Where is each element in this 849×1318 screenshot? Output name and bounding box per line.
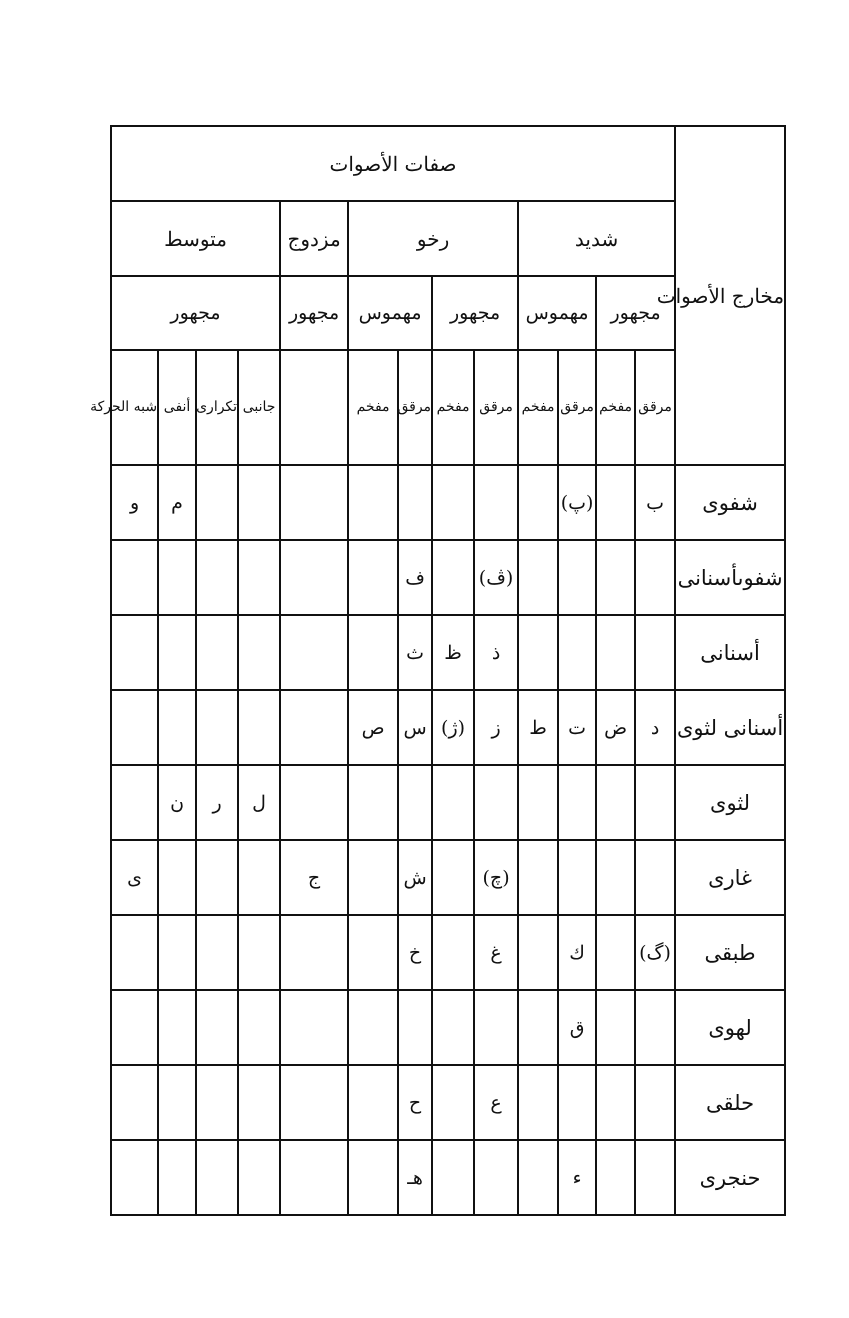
sound-cell <box>196 1065 238 1140</box>
sound-cell <box>432 990 474 1065</box>
sound-cell: ك <box>558 915 596 990</box>
table-row <box>111 615 785 690</box>
sound-cell <box>348 1140 398 1215</box>
sound-cell <box>196 465 238 540</box>
sound-cell: ى <box>111 840 158 915</box>
sound-cell <box>238 540 280 615</box>
header-muzdawij: مزدوج <box>280 201 348 276</box>
sound-cell <box>432 1140 474 1215</box>
sound-cell: س <box>398 690 432 765</box>
sound-cell: ع <box>474 1065 518 1140</box>
sound-cell: ن <box>158 765 196 840</box>
sound-cell <box>596 990 635 1065</box>
header-semivowel: شبه الحركة <box>111 350 158 465</box>
sound-cell <box>518 1065 558 1140</box>
sound-cell: ف <box>398 540 432 615</box>
sound-cell <box>518 1140 558 1215</box>
header-voiced: مجهور <box>280 276 348 350</box>
header-voiced: مجهور <box>432 276 518 350</box>
sound-cell: غ <box>474 915 518 990</box>
sound-cell <box>596 915 635 990</box>
sound-cell: (گ) <box>635 915 675 990</box>
sound-cell <box>596 465 635 540</box>
articulation-place: لثوى <box>675 765 785 840</box>
sound-cell <box>398 765 432 840</box>
sound-cell <box>474 465 518 540</box>
header-trill: تكرارى <box>196 350 238 465</box>
sound-cell <box>558 765 596 840</box>
makharij-header: مخارج الأصوات <box>656 283 785 308</box>
sound-cell <box>158 915 196 990</box>
sound-cell <box>280 990 348 1065</box>
sound-cell: ض <box>596 690 635 765</box>
sound-cell: ز <box>474 690 518 765</box>
sound-cell: ج <box>280 840 348 915</box>
sound-cell <box>111 690 158 765</box>
sound-cell <box>635 540 675 615</box>
sound-cell: ء <box>558 1140 596 1215</box>
table-body <box>111 465 785 1215</box>
articulation-place: أسنانى لثوى <box>675 690 785 765</box>
articulation-place: غارى <box>675 840 785 915</box>
sound-cell <box>596 1065 635 1140</box>
sound-cell: (ژ) <box>432 690 474 765</box>
sound-cell <box>158 615 196 690</box>
sound-cell <box>398 990 432 1065</box>
sound-cell <box>596 840 635 915</box>
table-row <box>111 990 785 1065</box>
sound-cell <box>635 615 675 690</box>
sound-cell <box>596 1140 635 1215</box>
header-mufakham: مفخم <box>432 350 474 465</box>
sound-cell <box>518 540 558 615</box>
sound-cell <box>280 615 348 690</box>
sound-cell <box>238 1065 280 1140</box>
articulation-place: شفوى <box>675 465 785 540</box>
sound-cell <box>596 615 635 690</box>
header-nasal: أنفى <box>158 350 196 465</box>
sound-cell <box>518 765 558 840</box>
phonetics-table <box>90 125 786 1216</box>
sound-cell: ص <box>348 690 398 765</box>
sound-cell: ظ <box>432 615 474 690</box>
header-lateral: جانبى <box>238 350 280 465</box>
sound-cell <box>558 1065 596 1140</box>
sound-cell: م <box>158 465 196 540</box>
header-muraqqaq: مرقق <box>558 350 596 465</box>
sound-cell: ذ <box>474 615 518 690</box>
sound-cell <box>111 540 158 615</box>
sound-cell <box>111 1140 158 1215</box>
sound-cell <box>635 1140 675 1215</box>
table-title-cell <box>111 126 675 201</box>
sound-cell <box>238 615 280 690</box>
table-row <box>111 915 785 990</box>
sound-cell <box>111 1065 158 1140</box>
articulation-place: حلقى <box>675 1065 785 1140</box>
sound-cell <box>280 1065 348 1140</box>
sound-cell <box>196 915 238 990</box>
sound-cell <box>196 840 238 915</box>
header-voiceless: مهموس <box>348 276 432 350</box>
sound-cell: (چ) <box>474 840 518 915</box>
header-mutawassit: متوسط <box>111 201 280 276</box>
sound-cell: د <box>635 690 675 765</box>
header-mufakham: مفخم <box>518 350 558 465</box>
table-row <box>111 1140 785 1215</box>
sound-cell <box>432 840 474 915</box>
sound-cell <box>158 1140 196 1215</box>
sound-cell <box>280 465 348 540</box>
table-row <box>111 1065 785 1140</box>
articulation-place: أسنانى <box>675 615 785 690</box>
sound-cell <box>280 915 348 990</box>
sound-cell <box>518 915 558 990</box>
sound-cell: ق <box>558 990 596 1065</box>
header-voiced: مجهور <box>596 276 675 350</box>
sound-cell <box>558 840 596 915</box>
sound-cell <box>635 1065 675 1140</box>
sound-cell: ب <box>635 465 675 540</box>
sound-cell <box>280 1140 348 1215</box>
sound-cell <box>348 765 398 840</box>
header-empty <box>280 350 348 465</box>
sound-cell <box>238 915 280 990</box>
sound-cell <box>238 465 280 540</box>
articulation-place: طبقى <box>675 915 785 990</box>
sound-cell <box>280 690 348 765</box>
sound-cell <box>280 540 348 615</box>
sound-cell: ث <box>398 615 432 690</box>
articulation-place: حنجرى <box>675 1140 785 1215</box>
sound-cell: ر <box>196 765 238 840</box>
sound-cell <box>596 540 635 615</box>
sound-cell <box>558 540 596 615</box>
sound-cell <box>196 1140 238 1215</box>
sound-cell <box>348 615 398 690</box>
sound-cell <box>196 990 238 1065</box>
articulation-place: شفوىأسنانى <box>675 540 785 615</box>
sound-cell <box>518 990 558 1065</box>
sound-cell <box>398 465 432 540</box>
sound-cell <box>196 615 238 690</box>
sound-cell <box>518 615 558 690</box>
sound-cell <box>635 990 675 1065</box>
sound-cell: ل <box>238 765 280 840</box>
sound-cell <box>158 1065 196 1140</box>
header-muraqqaq: مرقق <box>635 350 675 465</box>
sound-cell: هـ <box>398 1140 432 1215</box>
sound-cell <box>348 1065 398 1140</box>
sound-cell <box>558 615 596 690</box>
sound-cell <box>432 765 474 840</box>
sound-cell <box>196 690 238 765</box>
table-row <box>111 840 785 915</box>
sound-cell <box>348 840 398 915</box>
sound-cell <box>238 690 280 765</box>
header-mufakham: مفخم <box>596 350 635 465</box>
sound-cell <box>474 765 518 840</box>
sound-cell <box>111 765 158 840</box>
sound-cell <box>158 990 196 1065</box>
sound-cell <box>238 990 280 1065</box>
table-row <box>111 690 785 765</box>
sound-cell <box>474 1140 518 1215</box>
sound-cell <box>111 990 158 1065</box>
sound-cell <box>280 765 348 840</box>
makharij-header-cell <box>656 126 785 465</box>
sound-cell <box>432 465 474 540</box>
sound-cell <box>518 465 558 540</box>
table-row <box>111 540 785 615</box>
sound-cell <box>348 465 398 540</box>
sound-cell: ت <box>558 690 596 765</box>
sound-cell <box>348 990 398 1065</box>
sound-cell <box>111 915 158 990</box>
sound-cell: خ <box>398 915 432 990</box>
sound-cell <box>238 840 280 915</box>
header-rikhw: رخو <box>348 201 518 276</box>
phonetics-table-container <box>90 125 785 1216</box>
sound-cell <box>432 915 474 990</box>
header-muraqqaq: مرقق <box>398 350 432 465</box>
sound-cell: و <box>111 465 158 540</box>
sound-cell <box>111 615 158 690</box>
sound-cell: ط <box>518 690 558 765</box>
sound-cell <box>596 765 635 840</box>
sound-cell <box>518 840 558 915</box>
sound-cell: (پ) <box>558 465 596 540</box>
sound-cell: (ڤ) <box>474 540 518 615</box>
articulation-place: لهوى <box>675 990 785 1065</box>
header-shadid: شديد <box>518 201 675 276</box>
header-voiceless: مهموس <box>518 276 596 350</box>
sound-cell <box>158 690 196 765</box>
sound-cell <box>238 1140 280 1215</box>
sound-cell <box>635 765 675 840</box>
sound-cell <box>474 990 518 1065</box>
sound-cell: ح <box>398 1065 432 1140</box>
header-voiced: مجهور <box>111 276 280 350</box>
sound-cell <box>158 540 196 615</box>
header-muraqqaq: مرقق <box>474 350 518 465</box>
sound-cell <box>635 840 675 915</box>
sound-cell <box>196 540 238 615</box>
header-mufakham: مفخم <box>348 350 398 465</box>
sound-cell <box>348 915 398 990</box>
table-row <box>111 765 785 840</box>
sound-cell <box>158 840 196 915</box>
table-title: صفات الأصوات <box>329 151 457 176</box>
sound-cell: ش <box>398 840 432 915</box>
sound-cell <box>348 540 398 615</box>
sound-cell <box>432 1065 474 1140</box>
sound-cell <box>432 540 474 615</box>
table-row <box>111 465 785 540</box>
